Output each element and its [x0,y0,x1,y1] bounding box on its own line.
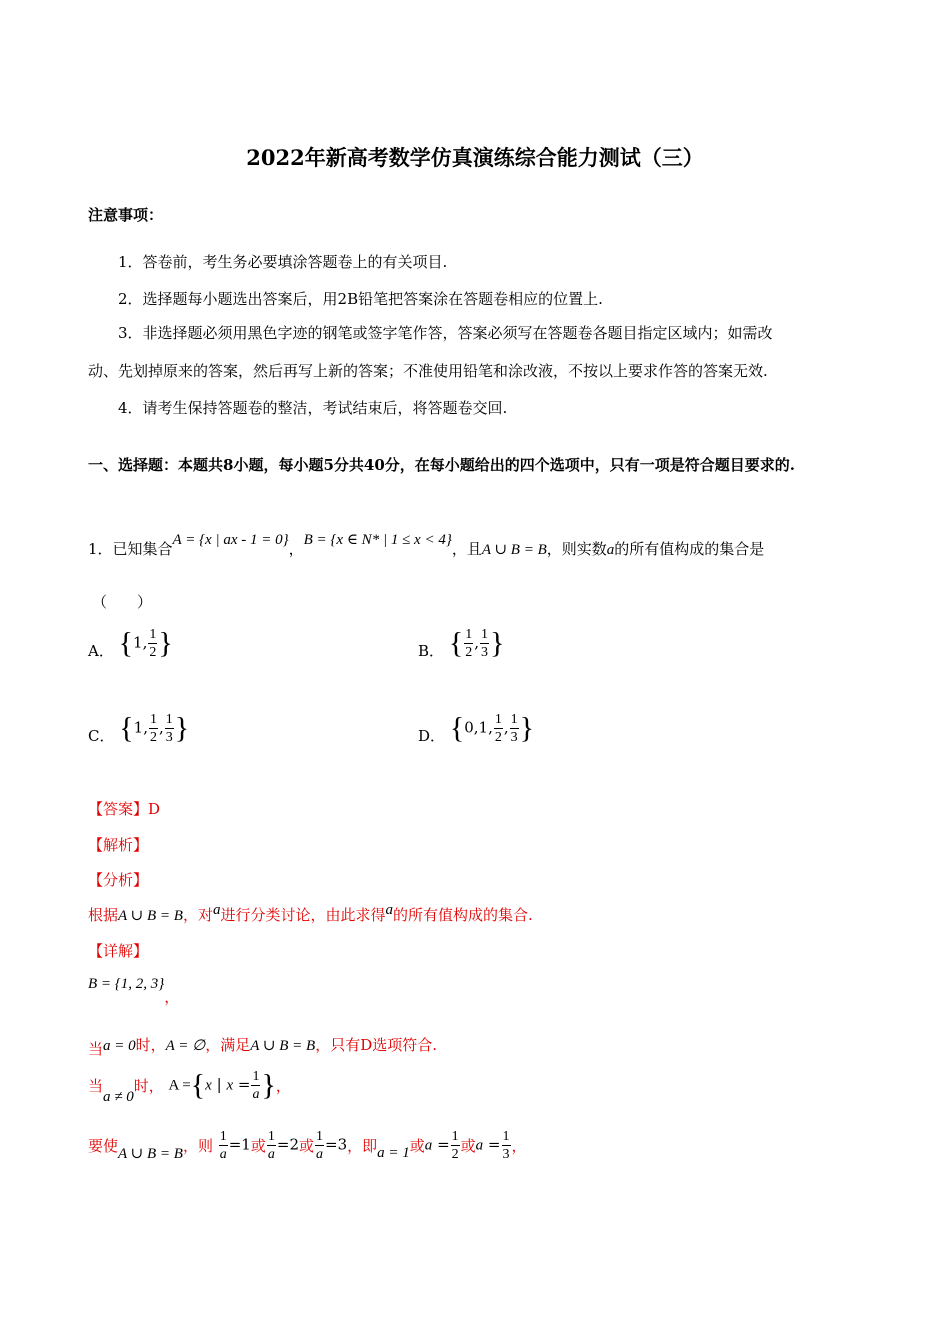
notice-heading: 注意事项： [88,206,164,224]
fenxi-part: ，对 [182,906,213,924]
analysis-heading: 【解析】 [88,836,149,854]
option-c-label: C． [88,727,115,745]
detail-part: 时， [133,1077,164,1095]
detail-part: 或 [460,1137,476,1155]
option-c [88,711,189,746]
notice-item: 4．请考生保持答题卷的整洁，考试结束后，将答题卷交回. [118,399,508,417]
detail-part: ，则 [182,1137,213,1155]
detail-math: a ≠ 0 [103,1089,134,1105]
detail-line-3 [88,1068,291,1103]
detail-math: B = {1, 2, 3} [88,976,165,992]
detail-math: A ={x | x = $\frac{1}{a}$ } [168,1068,276,1102]
option-d-math: {0,1, $\frac{1}{2}$ , $\frac{1}{3}$ } [449,711,535,745]
notice-item: 2．选择题每小题选出答案后，用2B铅笔把答案涂在答题卷相应的位置上. [118,290,603,308]
fenxi-part: 根据 [88,906,119,924]
notice-item: 3．非选择题必须用黑色字迹的钢笔或签字笔作答，答案必须写在答题卷各题目指定区域内；如需改 [118,324,773,342]
fenxi-math: A ∪ B = B [118,908,183,924]
detail-math: $\frac{1}{a}$ =1 [219,1129,251,1162]
answer-label: 【答案】D [88,800,161,818]
set-a-math: A = {x | ax - 1 = 0} [172,532,289,548]
detail-math: A = ∅ [165,1038,206,1054]
answer-parentheses: （ ） [92,593,153,611]
detail-part: 时， [135,1036,166,1054]
option-c-math: {1, $\frac{1}{2}$ , $\frac{1}{3}$ } [119,711,190,745]
detail-heading: 【详解】 [88,942,149,960]
detail-math: a = 1 [377,1145,410,1161]
detail-part: ，即 [347,1137,378,1155]
detail-math: $\frac{1}{a}$ =2 [267,1129,299,1162]
fenxi-math: a [385,902,393,918]
detail-math: A ∪ B = B [118,1146,183,1162]
option-a [88,626,173,661]
detail-math: a = $\frac{1}{3}$ [475,1129,510,1162]
fenxi-math: a [212,902,221,918]
q1-text: ，则实数 [546,540,607,558]
detail-part: 或 [299,1137,315,1155]
detail-part: 当 [88,1077,104,1095]
q1-text: ，且 [451,540,482,558]
q1-text: ， [288,540,304,558]
detail-math: A ∪ B = B [250,1038,316,1054]
fenxi-part: 的所有值构成的集合. [392,906,533,924]
fenxi-part: 进行分类讨论，由此求得 [220,906,386,924]
fenxi-text [88,904,533,925]
detail-math: a = 0 [103,1038,136,1054]
condition-math: A ∪ B = B [481,542,547,558]
detail-part: 或 [250,1137,266,1155]
detail-part: 要使 [88,1137,119,1155]
notice-item-continued: 动、先划掉原来的答案，然后再写上新的答案；不准使用铅笔和涂改液，不按以上要求作答的答案无效. [88,362,768,380]
fenxi-heading: 【分析】 [88,871,149,889]
option-d [418,711,534,746]
detail-part: 或 [409,1137,425,1155]
set-b-math: B = {x ∈ N* | 1 ≤ x < 4} [303,532,452,548]
option-b-math: { $\frac{1}{2}$ , $\frac{1}{3}$ } [448,626,505,660]
detail-part: ，满足 [205,1036,251,1054]
q1-text: 的所有值构成的集合是 [614,540,765,558]
option-d-label: D． [418,727,446,745]
detail-line-1 [88,972,180,1006]
option-a-math: {1, $\frac{1}{2}$ } [118,626,173,660]
option-b-label: B． [418,642,445,660]
page-title: 2022年新高考数学仿真演练综合能力测试（三） [246,145,704,170]
option-a-label: A． [88,642,114,660]
option-b [418,626,504,661]
q1-text: 1．已知集合 [88,540,173,558]
detail-part: ， [275,1077,291,1095]
question-1 [88,532,765,559]
detail-part: ， [511,1137,527,1155]
notice-item: 1．答卷前，考生务必要填涂答题卷上的有关项目. [118,253,448,271]
section-heading: 一、选择题：本题共8小题，每小题5分共40分，在每小题给出的四个选项中，只有一项是符合题目要求的. [88,456,795,474]
detail-line-4 [88,1128,527,1163]
detail-part: 当 [88,1040,104,1058]
detail-part: ，只有D选项符合. [315,1036,437,1054]
detail-part: ， [164,988,180,1006]
detail-math: $\frac{1}{a}$ =3 [316,1129,348,1162]
variable-a: a [606,542,615,558]
detail-math: a = $\frac{1}{2}$ [424,1129,459,1162]
detail-line-2 [88,1034,437,1058]
